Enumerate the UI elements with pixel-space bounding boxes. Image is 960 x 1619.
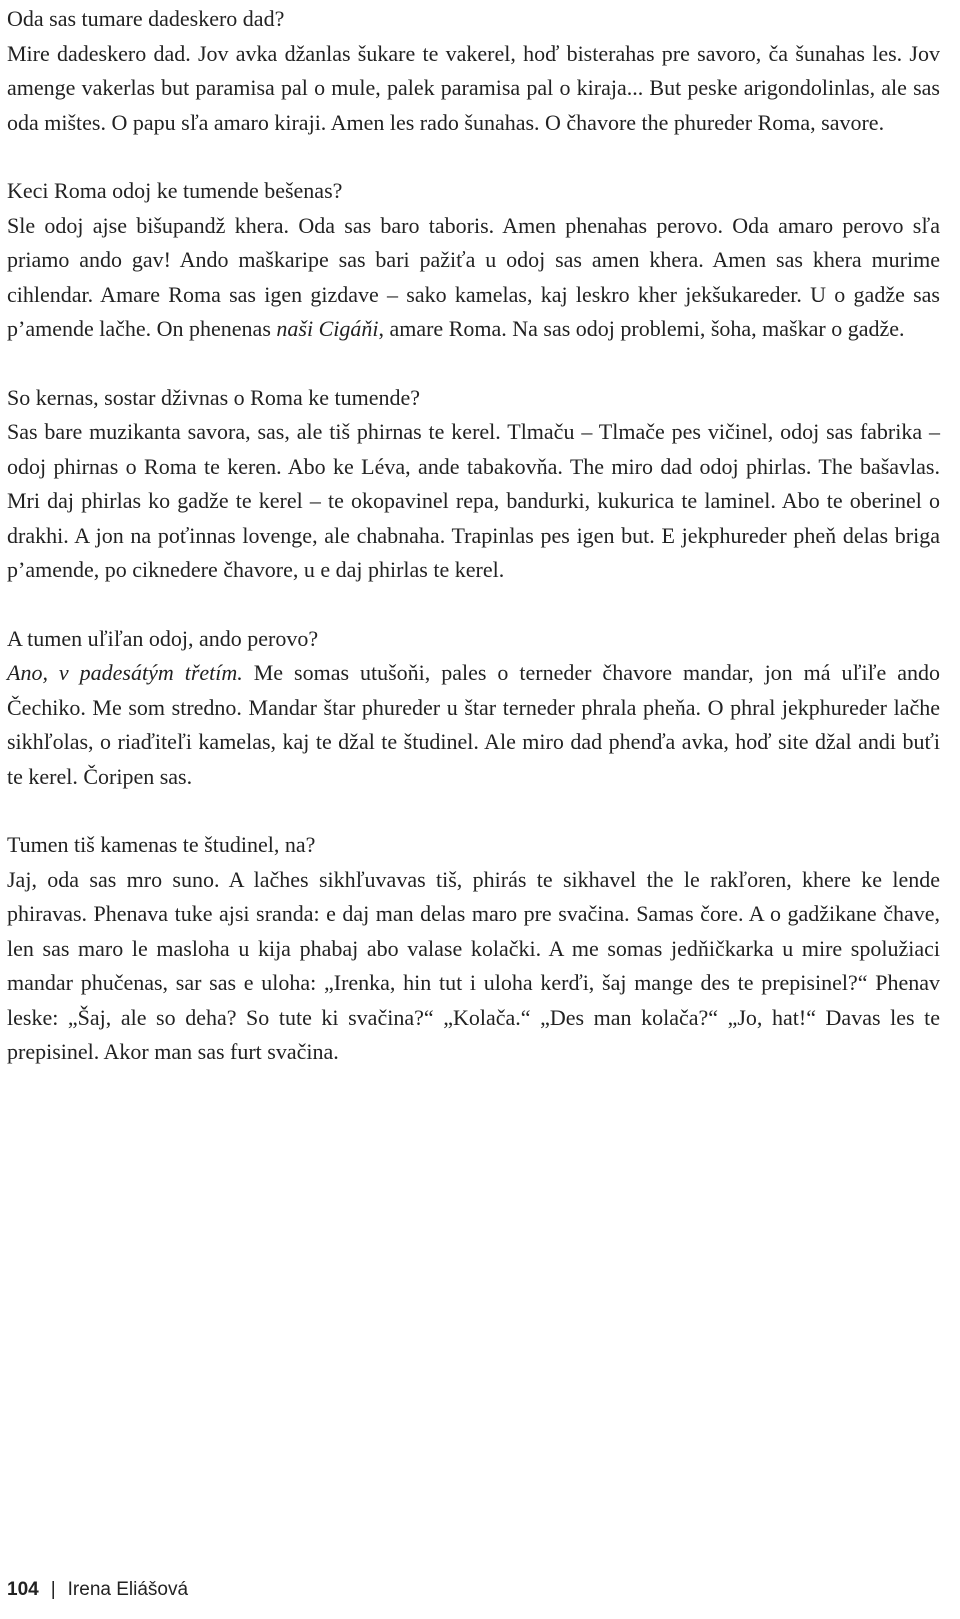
- interview-section-4: [7, 622, 940, 795]
- interview-answer: [7, 37, 940, 141]
- footer-separator: |: [50, 1579, 56, 1600]
- interview-section-5: [7, 828, 940, 1070]
- answer-text: Jaj, oda sas mro suno. A lačhes sikhľuvavas tiš, phirás te sikhavel the le rakľoren, khere ke lende phiravas. Phenava tuke ajsi sranda: e daj man delas maro pre svačina. Samas čore. A o gadžikane čhave, len sas maro le masloha u kija phabaj abo valase kolački. A me somas jedňičkarka u mire spolužiaci mandar phučenas, sar sas e uloha: „Irenka, hin tut i uloha kerďi, šaj mange des te prepisinel?“ Phenav leske: „Šaj, ale so deha? So tute ki svačina?“ „Kolača.“ „Des man kolača?“ „Jo, hat!“ Davas les te prepisinel. Akor man sas furt svačina.: [7, 866, 940, 1064]
- interview-section-1: [7, 2, 940, 140]
- page-footer: [7, 1579, 188, 1601]
- author-name: Irena Eliášová: [67, 1579, 189, 1600]
- interview-question: Keci Roma odoj ke tumende bešenas?: [7, 178, 343, 203]
- interview-question: Oda sas tumare dadeskero dad?: [7, 6, 285, 31]
- answer-text: Mire dadeskero dad. Jov avka džanlas šukare te vakerel, hoď bisterahas pre savoro, ča šunahas les. Jov amenge vakerlas but paramisa pal o mule, palek paramisa pal o kiraja... But peske arigondolinlas, ale sas oda mištes. O papu sľa amaro kiraji. Amen les rado šunahas. O čhavore the phureder Roma, savore.: [7, 40, 940, 135]
- answer-text: Sle odoj ajse bišupandž khera. Oda sas baro taboris. Amen phenahas perovo. Oda amaro perovo sľa priamo ando gav! Ando maškaripe sas bari pažiťa u odoj sas amen khera. Amen sas khera murime cihlendar. Amare Roma sas igen gizdave – sako kamelas, kaj leskro kher jekšukareder. U o gadže sas p’amende lačhe. On phenenas: [7, 212, 940, 341]
- interview-section-3: [7, 381, 940, 588]
- interview-section-2: [7, 174, 940, 347]
- answer-text: , amare Roma. Na sas odoj problemi, šoha, maškar o gadže.: [378, 316, 905, 341]
- page-number: 104: [7, 1579, 39, 1600]
- interview-answer: [7, 209, 940, 347]
- answer-text: Me somas utušoňi, pales o terneder čhavore mandar, jon má uľiľe ando Čechiko. Me som stredno. Mandar štar phureder u štar terneder phrala pheňa. O phral jekphureder lačhe sikhľolas, o riaďiteľi kamelas, kaj te džal te študinel. Ale miro dad phenďa avka, hoď site džal andi buťi te kerel. Čoripen sas.: [7, 660, 940, 789]
- interview-answer: [7, 863, 940, 1070]
- interview-question: So kernas, sostar dživnas o Roma ke tumende?: [7, 384, 421, 410]
- interview-question: Tumen tiš kamenas te študinel, na?: [7, 832, 316, 857]
- answer-text-italic: Ano, v padesátým třetím.: [7, 660, 243, 685]
- answer-text-italic: naši Cigáňi: [276, 316, 379, 341]
- interview-question: A tumen uľiľan odoj, ando perovo?: [7, 625, 319, 651]
- interview-answer: [7, 415, 940, 588]
- answer-text: Sas bare muzikanta savora, sas, ale tiš phirnas te kerel. Tlmaču – Tlmače pes vičinel, odoj sas fabrika – odoj phirnas o Roma te keren. Abo ke Léva, ande tabakovňa. The miro dad odoj phirlas. The bašavlas. Mri daj phirlas ko gadže te kerel – te okopavinel repa, bandurki, kukurica te laminel. Abo te oberinel o drakhi. A jon na poťinnas lovenge, ale chabnaha. Trapinlas pes igen but. E jekphureder pheň delas briga p’amende, po ciknedere čhavore, u e daj phirlas te kerel.: [7, 419, 940, 582]
- interview-answer: [7, 656, 940, 794]
